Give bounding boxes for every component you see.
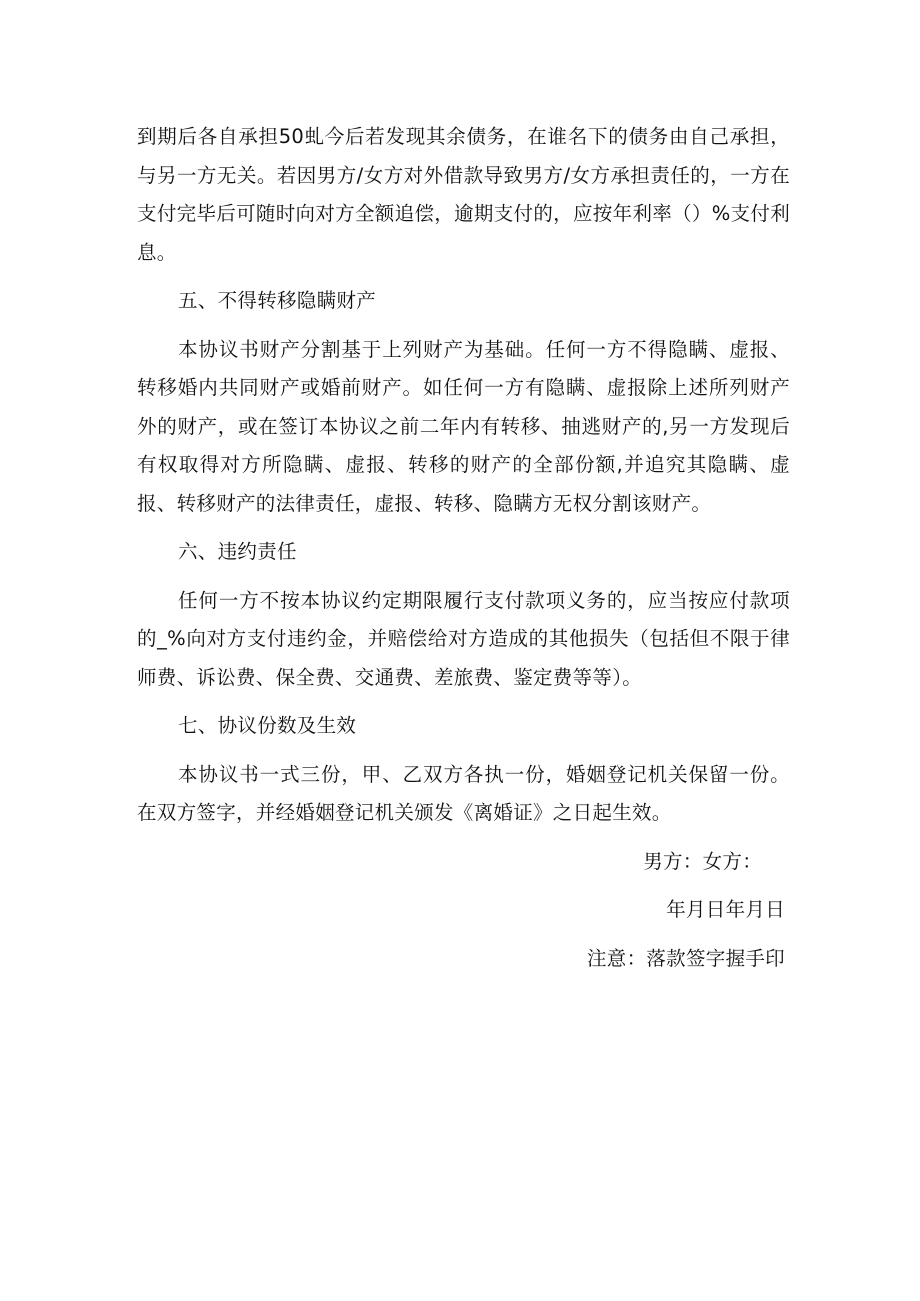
section-6-heading: 六、违约责任 — [178, 540, 297, 563]
document-page — [137, 118, 790, 978]
signature-parties: 男方：女方： — [643, 849, 762, 873]
section-5-heading: 五、不得转移隐瞒财产 — [178, 289, 377, 312]
signature-dates: 年月日年月日 — [666, 898, 785, 921]
section-7-paragraph: 本协议书一式三份，甲、乙双方各执一份，婚姻登记机关保留一份。在双方签字，并经婚姻登记机关颁发《离婚证》之日起生效。 — [137, 762, 790, 824]
section-7-heading: 七、协议份数及生效 — [178, 714, 357, 737]
section-6-paragraph: 任何一方不按本协议约定期限履行支付款项义务的，应当按应付款项的_%向对方支付违约金，并赔偿给对方造成的其他损失（包括但不限于律师费、诉讼费、保全费、交通费、差旅费、鉴定费等等）。 — [137, 588, 790, 689]
debt-paragraph: 到期后各自承担50虬今后若发现其余债务，在谁名下的债务由自己承担，与另一方无关。若因男方/女方对外借款导致男方/女方承担责任的，一方在支付完毕后可随时向对方全额追偿，逾期支付的，应按年利率（）%支付利息。 — [137, 125, 790, 264]
signature-note: 注意：落款签字握手印 — [586, 946, 785, 970]
section-5-paragraph: 本协议书财产分割基于上列财产为基础。任何一方不得隐瞒、虚报、转移婚内共同财产或婚前财产。如任何一方有隐瞒、虚报除上述所列财产外的财产，或在签订本协议之前二年内有转移、抽逃财产的,另一方发现后有权取得对方所隐瞒、虚报、转移的财产的全部份额,并追究其隐瞒、虚报、转移财产的法律责任，虚报、转移、隐瞒方无权分割该财产。 — [137, 337, 790, 515]
